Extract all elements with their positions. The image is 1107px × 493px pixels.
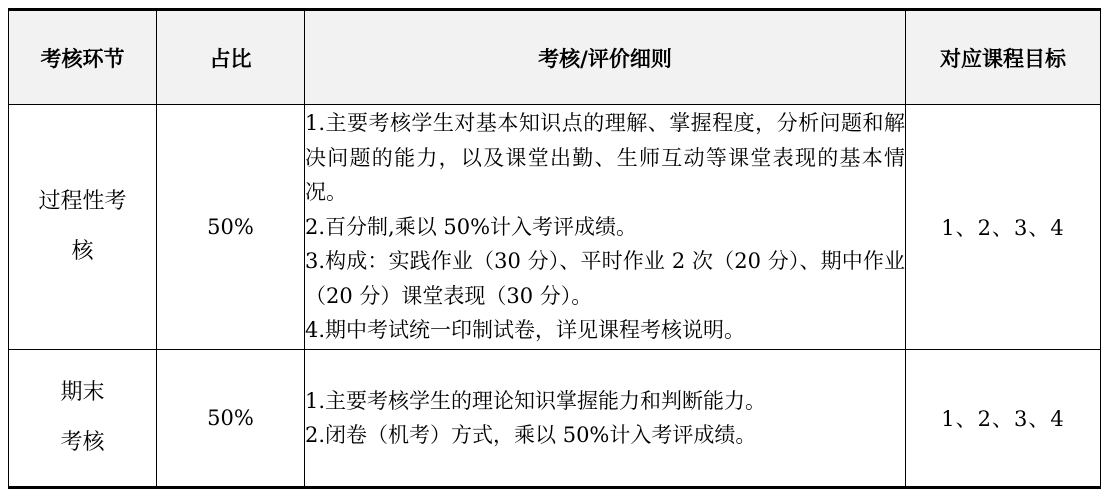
rule-item: 1.主要考核学生对基本知识点的理解、掌握程度，分析问题和解决问题的能力，以及课堂出勤、生师互动等课堂表现的基本情况。 <box>305 111 905 205</box>
rules-cell <box>305 105 906 350</box>
header-assessment-stage: 考核环节 <box>9 10 157 105</box>
objectives-cell: 1、2、3、4 <box>906 105 1101 350</box>
header-course-objectives: 对应课程目标 <box>906 10 1101 105</box>
rule-item: 4.期中考试统一印制试卷，详见课程考核说明。 <box>305 318 746 343</box>
ratio-cell: 50% <box>157 350 305 488</box>
stage-label-line: 期末 <box>60 380 105 405</box>
rule-item: 3.构成：实践作业（30 分）、平时作业 2 次（20 分）、期中作业（20 分）课堂表现（30 分）。 <box>305 249 905 308</box>
rule-item: 2.闭卷（机考）方式，乘以 50%计入考评成绩。 <box>305 423 757 447</box>
rule-item: 2.百分制,乘以 50%计入考评成绩。 <box>305 214 638 239</box>
header-rules: 考核/评价细则 <box>305 10 906 105</box>
assessment-table <box>8 8 1101 489</box>
table-row <box>9 350 1101 488</box>
stage-cell <box>9 105 157 350</box>
stage-cell <box>9 350 157 488</box>
ratio-cell: 50% <box>157 105 305 350</box>
rules-cell <box>305 350 906 488</box>
stage-label-line: 核 <box>71 239 94 264</box>
rule-item: 1.主要考核学生的理论知识掌握能力和判断能力。 <box>305 388 767 413</box>
table-row <box>9 105 1101 350</box>
objectives-cell: 1、2、3、4 <box>906 350 1101 488</box>
table-header-row <box>9 10 1101 105</box>
stage-label-line: 考核 <box>60 430 105 455</box>
header-ratio: 占比 <box>157 10 305 105</box>
stage-label-line: 过程性考 <box>38 189 127 214</box>
